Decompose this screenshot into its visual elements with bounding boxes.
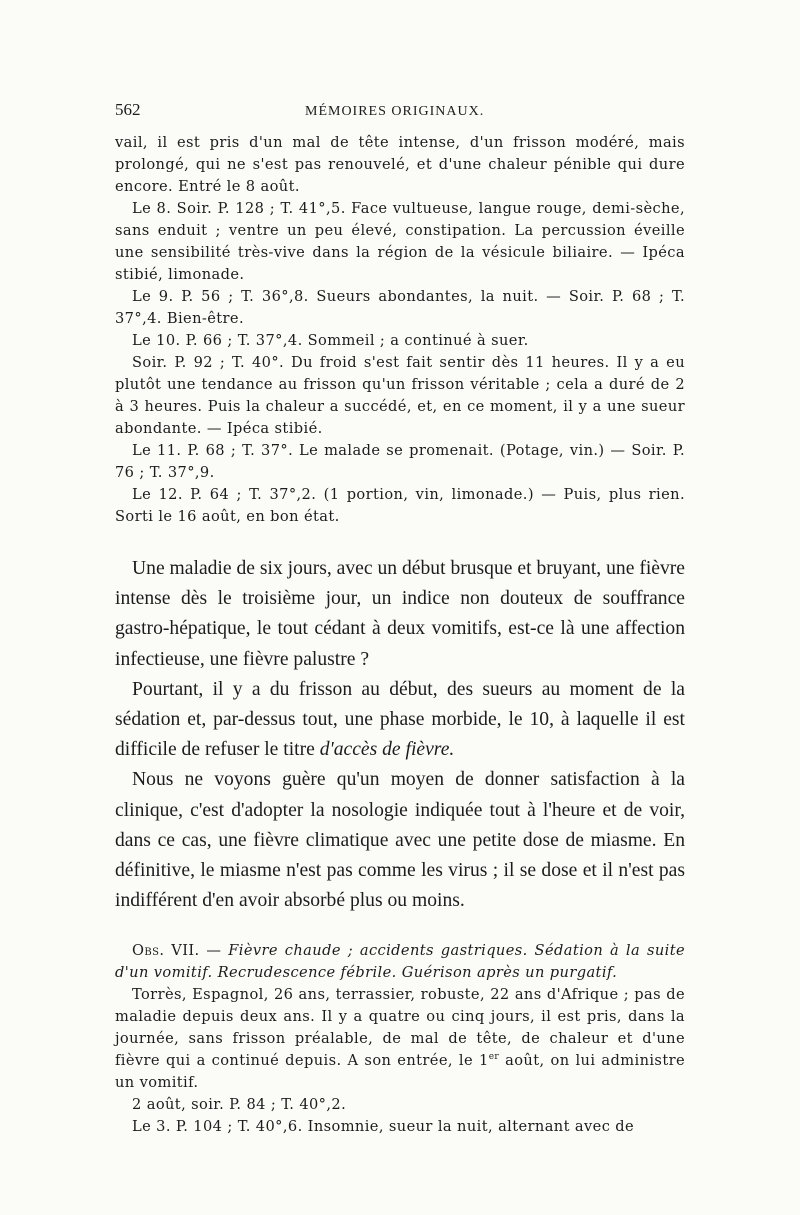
case-note-paragraph: Le 12. P. 64 ; T. 37°,2. (1 portion, vin, limonade.) — Puis, plus rien. Sorti le 16 août, en bon état.	[115, 486, 685, 525]
observation-label: Obs. VII.	[132, 942, 200, 960]
case-note-paragraph: Le 8. Soir. P. 128 ; T. 41°,5. Face vultueuse, langue rouge, demi-sèche, sans enduit ; ventre un peu élevé, constipation. La percussion éveille une sensibilité très-vive dans la région de la vésicule biliaire. — Ipéca stibié, limonade.	[115, 200, 685, 283]
commentary-paragraph: Nous ne voyons guère qu'un moyen de donner satisfaction à la clinique, c'est d'adopter la nosologie indiquée tout à l'heure et de voir, dans ce cas, une fièvre climatique avec une petite dose de miasme. En définitive, le miasme n'est pas comme les virus ; il se dose et il n'est pas indifférent d'en avoir absorbé plus ou moins.	[115, 769, 685, 912]
observation-heading	[115, 940, 685, 984]
running-title: MÉMOIRES ORIGINAUX.	[305, 104, 485, 119]
case-notes-block	[115, 132, 685, 528]
running-header	[115, 100, 685, 126]
book-page	[115, 100, 685, 1138]
case-note-paragraph: Le 9. P. 56 ; T. 36°,8. Sueurs abondantes, la nuit. — Soir. P. 68 ; T. 37°,4. Bien-être.	[115, 288, 685, 327]
observation-title: Fièvre chaude ; accidents gastriques. Sédation à la suite d'un vomitif. Recrudescence fébrile. Guérison après un purgatif.	[115, 942, 686, 982]
commentary-paragraph	[115, 675, 685, 766]
commentary-text: Pourtant, il y a du frisson au début, des sueurs au moment de la sédation et, par-dessus tout, une phase morbide, le 10, à laquelle il est difficile de refuser le titre	[115, 678, 685, 761]
ordinal-superscript: er	[488, 1052, 500, 1063]
observation-paragraph: Le 3. P. 104 ; T. 40°,6. Insomnie, sueur la nuit, alternant avec de	[132, 1118, 635, 1136]
case-note-paragraph: Le 10. P. 66 ; T. 37°,4. Sommeil ; a continué à suer.	[132, 332, 529, 349]
observation-paragraph: 2 août, soir. P. 84 ; T. 40°,2.	[132, 1096, 347, 1114]
case-note-paragraph: Soir. P. 92 ; T. 40°. Du froid s'est fait sentir dès 11 heures. Il y a eu plutôt une tendance au frisson qu'un frisson véritable ; cela a duré de 2 à 3 heures. Puis la chaleur a succédé, et, en ce moment, il y a une sueur abondante. — Ipéca stibié.	[115, 354, 685, 437]
observation-text: août, on lui administre un vomitif.	[115, 1052, 686, 1092]
observation-dash: —	[199, 942, 229, 960]
case-note-paragraph: vail, il est pris d'un mal de tête intense, d'un frisson modéré, mais prolongé, qui ne s'est pas renouvelé, et d'une chaleur pénible qui dure encore. Entré le 8 août.	[115, 134, 685, 195]
observation-paragraph	[115, 984, 685, 1094]
page-number: 562	[115, 100, 141, 119]
observation-text: Torrès, Espagnol, 26 ans, terrassier, robuste, 22 ans d'Afrique ; pas de maladie depuis deux ans. Il y a quatre ou cinq jours, il est pris, dans la journée, sans frisson préalable, de mal de tête, de chaleur et d'une fièvre qui a continué depuis. A son entrée, le 1	[115, 986, 685, 1070]
observation-block	[115, 940, 685, 1138]
case-note-paragraph: Le 11. P. 68 ; T. 37°. Le malade se promenait. (Potage, vin.) — Soir. P. 76 ; T. 37°,9.	[115, 442, 685, 481]
commentary-block	[115, 554, 685, 916]
commentary-paragraph: Une maladie de six jours, avec un début brusque et bruyant, une fièvre intense dès le troisième jour, un indice non douteux de souffrance gastro-hépatique, le tout cédant à deux vomitifs, est-ce là une affection infectieuse, une fièvre palustre ?	[115, 558, 685, 670]
commentary-italic-text: d'accès de fièvre.	[319, 739, 455, 761]
